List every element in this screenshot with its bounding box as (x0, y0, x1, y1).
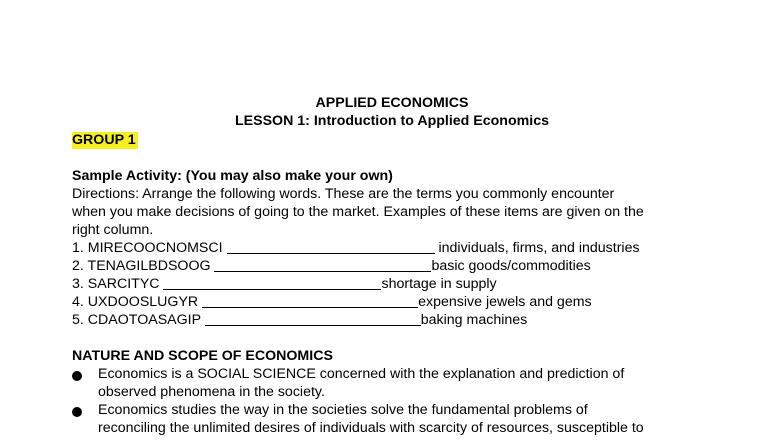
answer-blank (205, 313, 421, 326)
item-number: 2. (72, 258, 84, 274)
answer-blank (214, 259, 431, 272)
item-number: 1. (72, 240, 84, 256)
bullet-dot-icon (72, 371, 82, 381)
item-word: UXDOOSLUGYR (87, 294, 199, 310)
section-heading: NATURE AND SCOPE OF ECONOMICS (72, 348, 333, 364)
activity-item (72, 239, 640, 257)
activity-item (72, 275, 497, 293)
answer-blank (163, 277, 381, 290)
bullet-text-line: Economics studies the way in the societies solve the fundamental problems of (98, 402, 588, 418)
directions-line-3: right column. (72, 222, 154, 238)
bullet-text-line: Economics is a SOCIAL SCIENCE concerned with the explanation and prediction of (98, 366, 625, 382)
item-word: SARCITYC (87, 276, 160, 292)
group-label-line (72, 131, 138, 149)
directions-line-1: Directions: Arrange the following words. These are the terms you commonly encounter (72, 186, 615, 202)
item-word: CDAOTOASAGIP (87, 312, 201, 328)
item-number: 3. (72, 276, 84, 292)
answer-blank (227, 241, 435, 254)
item-answer: basic goods/commodities (431, 258, 591, 274)
activity-item (72, 257, 591, 275)
lesson-title: LESSON 1: Introduction to Applied Economics (235, 113, 549, 129)
item-number: 5. (72, 312, 84, 328)
item-answer: baking machines (420, 312, 528, 328)
group-label: GROUP 1 (72, 132, 136, 148)
document-title: APPLIED ECONOMICS (315, 95, 469, 111)
answer-blank (202, 295, 418, 308)
item-answer: individuals, firms, and industries (438, 240, 640, 256)
item-answer: expensive jewels and gems (418, 294, 592, 310)
bullet-text-line: observed phenomena in the society. (98, 384, 325, 400)
activity-heading: Sample Activity: (You may also make your own) (72, 168, 393, 184)
activity-item (72, 311, 527, 329)
item-number: 4. (72, 294, 84, 310)
bullet-dot-icon (72, 407, 82, 417)
bullet-text-line: reconciling the unlimited desires of individuals with scarcity of resources, susceptible to (98, 420, 644, 436)
directions-line-2: when you make decisions of going to the market. Examples of these items are given on the (72, 204, 644, 220)
activity-item (72, 293, 592, 311)
item-word: MIRECOOCNOMSCI (87, 240, 223, 256)
item-word: TENAGILBDSOOG (87, 258, 211, 274)
item-answer: shortage in supply (381, 276, 497, 292)
